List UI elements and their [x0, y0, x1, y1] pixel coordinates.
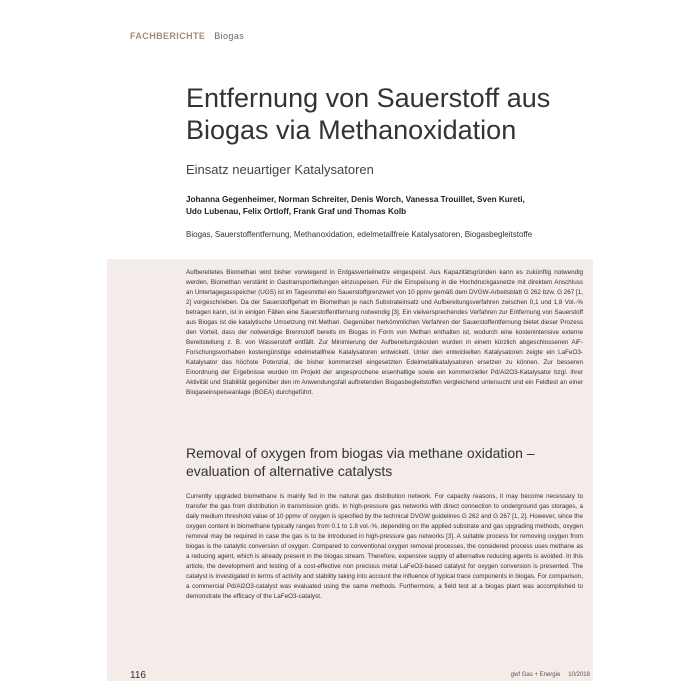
- title-line-1: Entfernung von Sauerstoff aus: [186, 83, 551, 113]
- journal-footer: [503, 672, 590, 678]
- authors-line-1: Johanna Gegenheimer, Norman Schreiter, Denis Worch, Vanessa Trouillet, Sven Kureti,: [186, 195, 525, 204]
- author-list: [186, 194, 606, 217]
- article-subtitle: Einsatz neuartiger Katalysatoren: [186, 162, 374, 177]
- article-title: [186, 82, 656, 146]
- abstract-english: Currently upgraded biomethane is mainly fed in the natural gas distribution network. For capacity reasons, it may become necessary to transfer the gas from distribution in transmission grids. In high-pressure gas networks with direct connection to underground gas storages, a daily medium threshold value of 10 ppmv of oxygen is specified by the technical DVGW guidelines G 262 and G 267 [1, 2]. However, since the oxygen content in biomethane typically ranges from 0.1 to 1.8 vol.-%, depending on the applied substrate and gas upgrading methods, oxygen removal may be required in case the gas is to be introduced in high-pressure gas networks [3]. A suitable process for removing oxygen from biogas is the catalytic conversion of oxygen. Compared to conventional oxygen removal processes, the considered process uses methane as a reducing agent, which is already present in the biogas stream. Therefore, expensive supply of alternative reducing agents is avoided. In this article, the development and testing of a cost-effective non precious metal LaFeO3-based catalyst for oxygen conversion is presented. The catalyst is investigated in terms of activity and stability taking into account the influence of typical trace components in biogas. For comparison, a commercial Pd/Al2O3-catalyst was evaluated using the same methods. Furthermore, a field test at a biogas plant was accomplished to demonstrate the efficacy of the LaFeO3-catalyst.: [186, 493, 583, 600]
- keywords: Biogas, Sauerstoffentfernung, Methanoxidation, edelmetallfreie Katalysatoren, Biogasbegleitstoffe: [186, 230, 533, 239]
- english-title: Removal of oxygen from biogas via methane oxidation – evaluation of alternative catalysts: [186, 445, 535, 479]
- abstract-german: Aufbereitetes Biomethan wird bisher vorwiegend in Erdgasverteilnetze eingespeist. Aus Kapazitätsgründen kann es zukünftig notwendig werden, Biomethan verstärkt in Gastransportleitungen einzuspeisen. Für die Einspeisung in die Hochdruckgasnetze mit direktem Anschluss an Untertagegasspeicher (UGS) ist im Tagesmittel ein Sauerstoffgrenzwert von 10 ppmv gemäß dem DVGW-Arbeitsblatt G 262 bzw. G 267 [1, 2] vorgeschrieben. Da der Sauerstoffgehalt im Biomethan je nach Substrateinsatz und Aufbereitungsverfahren zwischen 0,1 und 1,8 Vol.-% betragen kann, ist in einigen Fällen eine Sauerstoffentfernung notwendig [3]. Ein vielversprechendes Verfahren zur Entfernung von Sauerstoff aus Biogas ist die katalytische Umsetzung mit Methan. Gegenüber herkömmlichen Verfahren der Sauerstoffentfernung bietet dieser Prozess den Vorteil, dass der notwendige Brennstoff bereits im Biogas in Form von Methan enthalten ist, wodurch eine kostenintensive externe Bereitstellung z. B. von Wasserstoff entfällt. Zur Minimierung der Aufbereitungskosten wurden in einem kürzlich abgeschlossenen AiF-Forschungsvorhaben kostengünstige edelmetallfreie Katalysatoren entwickelt. Unter den entwickelten Katalysatoren zeigte ein LaFeO3-Katalysator das höchste Potenzial, die bisher kommerziell eingesetzten Edelmetallkatalysatoren ersetzen zu können. Zur besseren Einordnung der Ergebnisse wurden im Projekt der angesprochene eisenhaltige sowie ein kommerzieller Pd/Al2O3-Katalysator bzgl. ihrer Aktivität und Stabilität gegenüber den im Anwendungsfall auftretenden Biogasbegleitstoffen vergleichend untersucht und ein Feldtest an einer Biogaseinspeiseanlage (BGEA) durchgeführt.: [186, 269, 583, 396]
- running-header: [130, 31, 244, 41]
- authors-line-2: Udo Lubenau, Felix Ortloff, Frank Graf und Thomas Kolb: [186, 206, 407, 216]
- title-line-2: Biogas via Methanoxidation: [186, 115, 517, 145]
- topic-label: Biogas: [214, 31, 245, 41]
- section-label: FACHBERICHTE: [130, 31, 206, 41]
- page-number: 116: [130, 670, 146, 681]
- journal-issue: 10/2018: [568, 672, 590, 678]
- journal-name: gwf Gas + Energie: [510, 672, 561, 678]
